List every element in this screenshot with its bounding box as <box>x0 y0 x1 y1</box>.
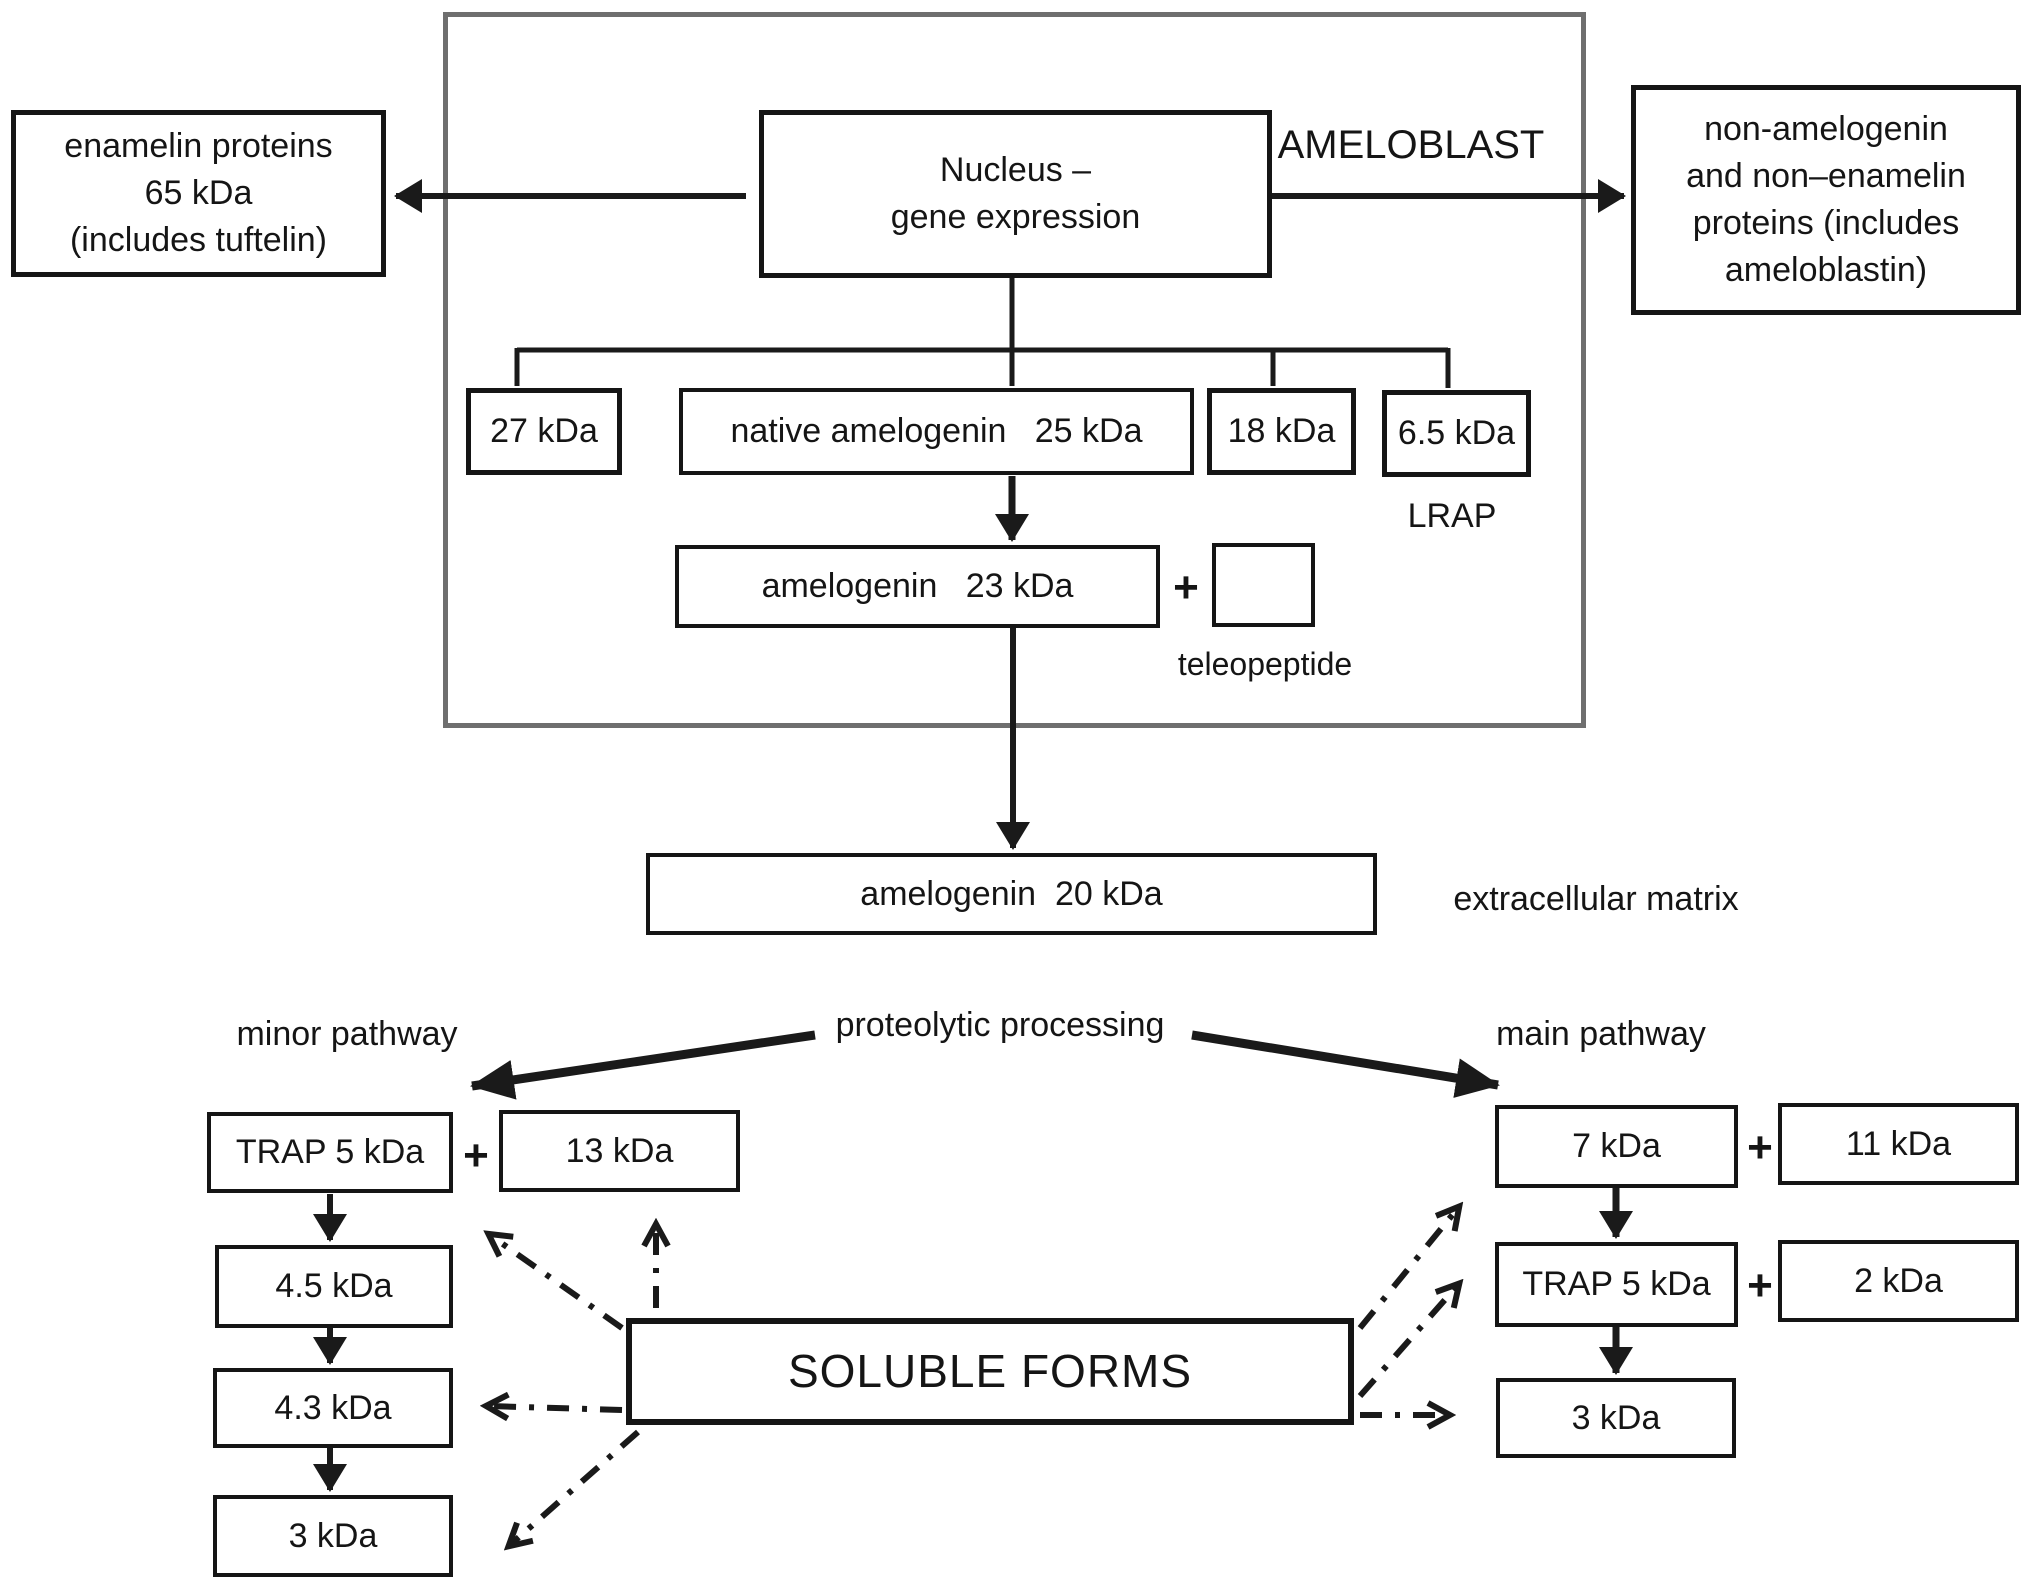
teleopeptide-label: teleopeptide <box>1177 645 1353 682</box>
box-non-amelogenin-line3: proteins (includes <box>1692 204 1960 242</box>
box-soluble-forms <box>626 1318 1354 1425</box>
box-18kda-label: 18 kDa <box>1227 412 1336 450</box>
plus-trap5-2kda: + <box>1747 1261 1773 1310</box>
box-enamelin-line2: 65 kDa <box>144 174 253 212</box>
box-6-5kda <box>1382 390 1531 477</box>
box-non-amelogenin <box>1631 85 2021 315</box>
box-6-5kda-label: 6.5 kDa <box>1397 414 1516 452</box>
box-non-amelogenin-line2: and non–enamelin <box>1686 157 1966 195</box>
box-13kda-label: 13 kDa <box>565 1131 674 1170</box>
box-27kda-label: 27 kDa <box>490 412 598 450</box>
box-non-amelogenin-line4: ameloblastin) <box>1724 251 1928 289</box>
box-11kda-label: 11 kDa <box>1845 1124 1952 1163</box>
box-nucleus-line1: Nucleus – <box>939 151 1092 189</box>
box-3kda-right <box>1496 1378 1736 1458</box>
box-3kda-left-label: 3 kDa <box>288 1516 378 1555</box>
plus-7kda-11kda: + <box>1747 1123 1773 1172</box>
box-13kda <box>499 1110 740 1192</box>
dash-arrow-soluble-to-7kda <box>1360 1208 1458 1328</box>
box-27kda <box>466 388 622 475</box>
plus-trap5-13kda: + <box>463 1131 489 1180</box>
box-trap5-right <box>1495 1242 1738 1327</box>
box-2kda-label: 2 kDa <box>1854 1261 1943 1300</box>
dash-arrow-soluble-upleft <box>490 1235 622 1328</box>
box-3kda-left <box>213 1495 453 1577</box>
box-amelogenin-20kda-label: amelogenin 20 kDa <box>860 874 1163 913</box>
box-amelogenin-23kda <box>675 545 1160 628</box>
box-teleopeptide <box>1212 543 1315 627</box>
box-amelogenin-20kda <box>646 853 1377 935</box>
box-enamelin-line3: (includes tuftelin) <box>69 221 327 259</box>
arrow-proteolytic-to-main <box>1192 1035 1498 1085</box>
plus-23kda-teleopeptide: + <box>1173 563 1199 612</box>
dash-arrow-soluble-downleft <box>510 1432 638 1545</box>
minor-pathway-label: minor pathway <box>236 1014 458 1053</box>
box-amelogenin-23kda-label: amelogenin 23 kDa <box>761 567 1074 605</box>
box-nucleus-gene-expression <box>759 110 1272 278</box>
box-4-3kda <box>213 1368 453 1448</box>
main-pathway-label: main pathway <box>1496 1014 1706 1053</box>
box-18kda <box>1207 388 1356 475</box>
lrap-label: LRAP <box>1407 496 1497 535</box>
box-11kda <box>1778 1103 2019 1185</box>
box-4-5kda-label: 4.5 kDa <box>275 1267 393 1305</box>
extracellular-matrix-label: extracellular matrix <box>1453 879 1739 918</box>
box-soluble-forms-label: SOLUBLE FORMS <box>787 1345 1193 1397</box>
box-7kda-label: 7 kDa <box>1572 1127 1661 1165</box>
box-2kda <box>1778 1240 2019 1322</box>
box-native-amelogenin-25kda <box>679 388 1194 475</box>
box-enamelin-line1: enamelin proteins <box>64 127 333 165</box>
box-non-amelogenin-line1: non-amelogenin <box>1704 110 1948 148</box>
box-nucleus-line2: gene expression <box>890 198 1141 236</box>
dash-arrow-soluble-to-trap5 <box>1360 1285 1458 1396</box>
box-4-5kda <box>215 1245 453 1328</box>
box-3kda-right-label: 3 kDa <box>1571 1398 1661 1437</box>
box-trap5-right-label: TRAP 5 kDa <box>1522 1265 1711 1303</box>
box-7kda <box>1495 1105 1738 1188</box>
dash-arrow-soluble-to-4-3 <box>488 1406 622 1410</box>
arrow-proteolytic-to-minor <box>472 1035 815 1086</box>
box-trap5-left <box>207 1112 453 1193</box>
box-4-3kda-label: 4.3 kDa <box>274 1388 392 1427</box>
ameloblast-label: AMELOBLAST <box>1277 122 1545 167</box>
box-native-amelogenin-label: native amelogenin 25 kDa <box>730 412 1143 450</box>
box-enamelin-proteins <box>11 110 386 277</box>
box-trap5-left-label: TRAP 5 kDa <box>235 1133 425 1171</box>
proteolytic-processing-label: proteolytic processing <box>835 1005 1165 1044</box>
